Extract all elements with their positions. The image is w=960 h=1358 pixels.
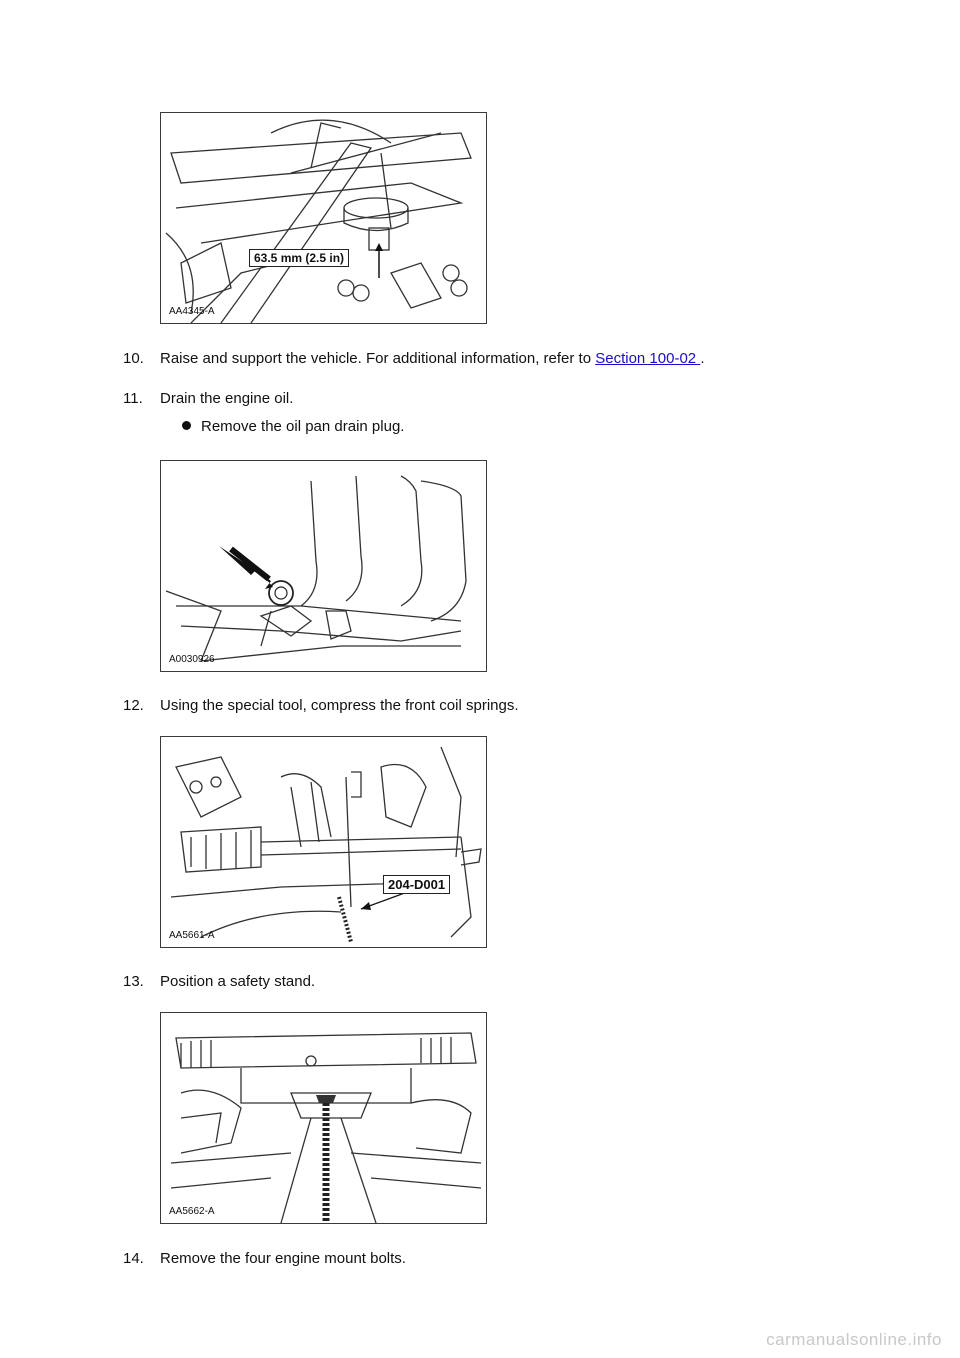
watermark: carmanualsonline.info [766,1330,942,1349]
figure-callout: 63.5 mm (2.5 in) [249,249,349,267]
figure-engine-lifting-tool [160,112,487,324]
illustration-oil-pan [161,461,487,672]
step-12 [123,697,519,715]
figure-code: AA4345-A [169,306,215,317]
figure-oil-pan-drain-plug [160,460,487,672]
step-11 [123,390,293,408]
illustration-safety-stand [161,1013,487,1224]
step-number: 10. [123,350,144,367]
figure-safety-stand [160,1012,487,1224]
step-text: Raise and support the vehicle. For additional information, refer to [160,350,596,367]
figure-spring-compressor [160,736,487,948]
figure-code: A0030926 [169,654,215,665]
illustration-lifting-tool [161,113,487,324]
step-number: 11. [123,390,143,407]
section-link[interactable]: Section 100-02 [595,350,701,367]
step-14 [123,1250,406,1268]
bullet-item [182,418,404,436]
step-text: Position a safety stand. [160,973,316,990]
step-13 [123,973,315,991]
step-text: Remove the four engine mount bolts. [160,1250,406,1267]
step-text: Drain the engine oil. [160,390,294,407]
bullet-text: Remove the oil pan drain plug. [201,418,405,435]
step-text: Using the special tool, compress the front coil springs. [160,697,519,714]
step-text-after: . [700,350,705,367]
figure-code: AA5662-A [169,1206,215,1217]
bullet-dot-icon [182,421,191,430]
illustration-spring-compressor [161,737,487,948]
step-number: 14. [123,1250,144,1267]
figure-callout: 204-D001 [383,875,450,894]
step-number: 13. [123,973,144,990]
step-10 [123,350,704,368]
figure-code: AA5661-A [169,930,215,941]
step-number: 12. [123,697,144,714]
